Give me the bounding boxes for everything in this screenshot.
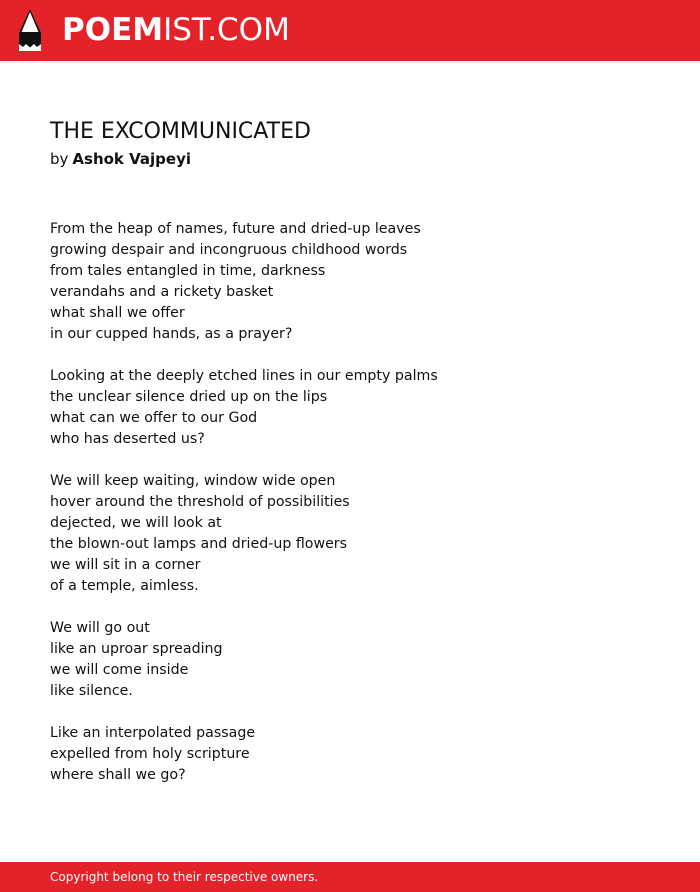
copyright-text: Copyright belong to their respective owners. bbox=[50, 870, 319, 884]
author-name: Ashok Vajpeyi bbox=[72, 150, 192, 168]
stanza bbox=[50, 471, 438, 597]
site-logo[interactable] bbox=[62, 12, 290, 48]
poem-line: We will keep waiting, window wide open bbox=[50, 473, 336, 489]
poem-line: in our cupped hands, as a prayer? bbox=[50, 326, 293, 342]
logo-text-light: IST.COM bbox=[163, 12, 290, 48]
poem-line: We will go out bbox=[50, 620, 150, 636]
poem-line: from tales entangled in time, darkness bbox=[50, 263, 326, 279]
poem-line: the unclear silence dried up on the lips bbox=[50, 389, 328, 405]
site-footer bbox=[0, 862, 700, 892]
site-header bbox=[0, 0, 700, 61]
poem-line: what shall we offer bbox=[50, 305, 185, 321]
poem-line: what can we offer to our God bbox=[50, 410, 258, 426]
stanza bbox=[50, 723, 438, 786]
poem-line: of a temple, aimless. bbox=[50, 578, 199, 594]
poem-line: where shall we go? bbox=[50, 767, 186, 783]
poem-line: we will come inside bbox=[50, 662, 189, 678]
poem-line: who has deserted us? bbox=[50, 431, 205, 447]
poem-line: like an uproar spreading bbox=[50, 641, 223, 657]
poem-title: THE EXCOMMUNICATED bbox=[50, 119, 311, 144]
poem-line: hover around the threshold of possibilities bbox=[50, 494, 350, 510]
poem-line: expelled from holy scripture bbox=[50, 746, 250, 762]
logo-text-bold: POEM bbox=[62, 12, 164, 48]
poem-line: From the heap of names, future and dried-up leaves bbox=[50, 221, 421, 237]
stanza bbox=[50, 366, 438, 450]
poem-line: dejected, we will look at bbox=[50, 515, 222, 531]
poem-line: growing despair and incongruous childhood words bbox=[50, 242, 408, 258]
stanza bbox=[50, 219, 438, 345]
poem-line: the blown-out lamps and dried-up flowers bbox=[50, 536, 348, 552]
pen-nib-icon bbox=[17, 9, 43, 51]
poem-body bbox=[50, 219, 438, 807]
stanza bbox=[50, 618, 438, 702]
by-label: by bbox=[50, 150, 69, 168]
poem-line: verandahs and a rickety basket bbox=[50, 284, 274, 300]
poem-line: Like an interpolated passage bbox=[50, 725, 256, 741]
poem-line: we will sit in a corner bbox=[50, 557, 201, 573]
poem-line: Looking at the deeply etched lines in our empty palms bbox=[50, 368, 438, 384]
poem-line: like silence. bbox=[50, 683, 133, 699]
byline bbox=[50, 148, 191, 170]
